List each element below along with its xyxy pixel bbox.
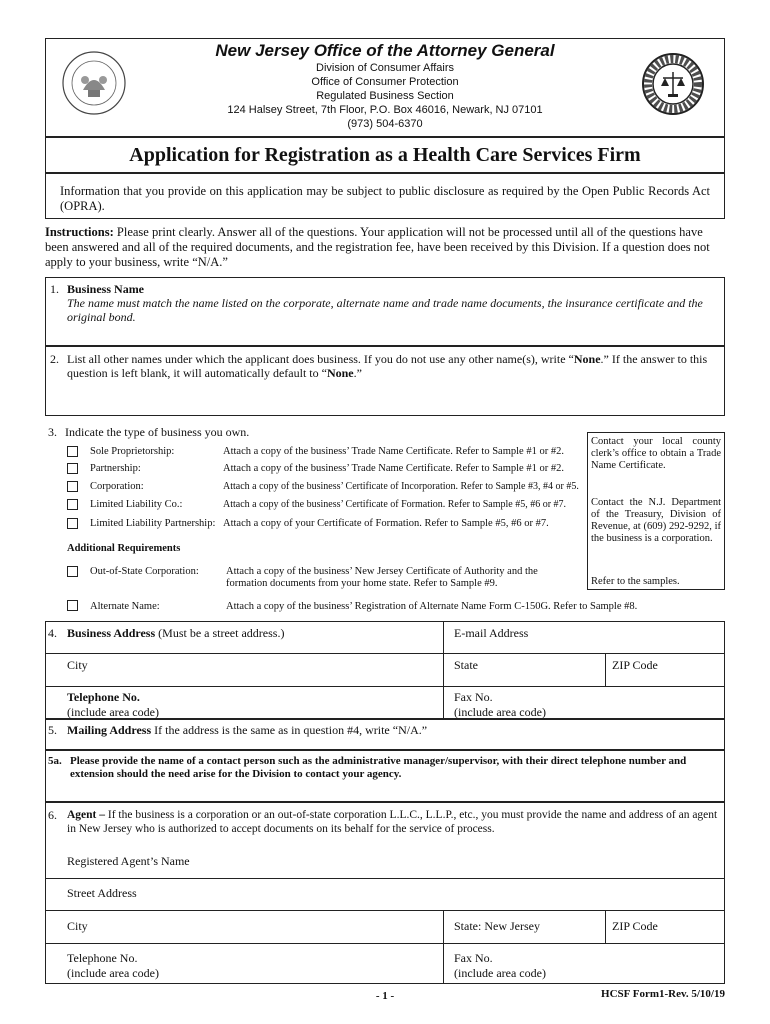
alternate-name-label: Alternate Name: [90, 601, 160, 612]
q6-divider-2 [45, 910, 725, 911]
header-office: Office of Consumer Protection [311, 76, 459, 88]
q4-telephone-sub: (include area code) [67, 705, 159, 719]
corporation-checkbox[interactable] [67, 481, 78, 492]
header-section: Regulated Business Section [316, 90, 454, 102]
attorney-general-seal [641, 52, 705, 116]
sole-proprietorship-label: Sole Proprietorship: [90, 446, 175, 457]
q4-divider-1 [45, 653, 725, 654]
q4-divider-2 [45, 686, 725, 687]
q3-side-note-2: Contact the N.J. Department of the Treasury, Division of Revenue, at (609) 292-9292, if the business is a corporation. [591, 497, 721, 544]
q6-text [67, 808, 719, 836]
q2-text [67, 352, 719, 380]
q2-none-2: None [326, 366, 354, 380]
q2-text-c: .” [353, 366, 362, 380]
instructions [45, 225, 725, 270]
q4-email-field[interactable]: E-mail Address [454, 626, 529, 640]
q5-number: 5. [48, 723, 57, 737]
sole-proprietorship-checkbox[interactable] [67, 446, 78, 457]
llc-desc: Attach a copy of the business’ Certificate of Formation. Refer to Sample #5, #6 or #7. [223, 499, 567, 510]
q1-number: 1. [50, 282, 59, 296]
out-of-state-checkbox[interactable] [67, 566, 78, 577]
q4-zip-divider [605, 653, 606, 686]
llc-checkbox[interactable] [67, 499, 78, 510]
q2-text-a: List all other names under which the applicant does business. If you do not use any other name(s), write “ [67, 352, 574, 366]
header-division: Division of Consumer Affairs [316, 62, 454, 74]
header-title: New Jersey Office of the Attorney General [215, 41, 555, 60]
q3-label: Indicate the type of business you own. [65, 425, 250, 439]
q4-number: 4. [48, 626, 57, 640]
partnership-checkbox[interactable] [67, 463, 78, 474]
sole-proprietorship-desc: Attach a copy of the business’ Trade Name Certificate. Refer to Sample #1 or #2. [223, 446, 564, 457]
q1-label: Business Name [67, 282, 145, 296]
q6-state-field[interactable]: State: New Jersey [454, 919, 540, 933]
q1-note: The name must match the name listed on the corporate, alternate name and trade name documents, the insurance certificate and the original bond. [67, 296, 703, 324]
page-number: - 1 - [375, 990, 395, 1002]
q5-text [67, 723, 427, 737]
llp-checkbox[interactable] [67, 518, 78, 529]
alternate-name-checkbox[interactable] [67, 600, 78, 611]
q6-fax-label[interactable]: Fax No. [454, 951, 493, 965]
out-of-state-desc: Attach a copy of the business’ New Jersey Certificate of Authority and the formation documents from your home state. Refer to Sample #9. [226, 566, 538, 589]
corporation-label: Corporation: [90, 481, 144, 492]
q4-label: Business Address [67, 626, 156, 640]
q3-side-note-3: Refer to the samples. [591, 576, 680, 587]
q6-telephone-sub: (include area code) [67, 966, 159, 980]
q6-divider-1 [45, 878, 725, 879]
q4-state-field[interactable]: State [454, 658, 478, 672]
q6-number: 6. [48, 808, 57, 822]
header-address: 124 Halsey Street, 7th Floor, P.O. Box 46016, Newark, NJ 07101 [227, 104, 543, 116]
header-phone: (973) 504-6370 [347, 118, 423, 130]
q3-side-note-1: Contact your local county clerk’s office to obtain a Trade Name Certificate. [591, 436, 721, 471]
form-id: HCSF Form1-Rev. 5/10/19 [601, 988, 725, 1000]
llp-desc: Attach a copy of your Certificate of Formation. Refer to Sample #5, #6 or #7. [223, 518, 549, 529]
q6-street-field[interactable]: Street Address [67, 886, 137, 900]
q5a-number: 5a. [48, 755, 62, 767]
q5-label: Mailing Address [67, 723, 152, 737]
q4-sub: (Must be a street address.) [158, 626, 285, 640]
out-of-state-label: Out-of-State Corporation: [90, 566, 199, 577]
q4-fax-sub: (include area code) [454, 705, 546, 719]
q4-city-field[interactable]: City [67, 658, 88, 672]
additional-requirements-label: Additional Requirements [67, 543, 181, 554]
q2-text-b: .” If the answer to this question is left blank, it will automatically default to “ [67, 352, 708, 380]
instructions-text: Please print clearly. Answer all of the questions. Your application will not be processed until all of the questions have been answered and all of the required documents, and the registration fee, have been received by this Division. If a question does not apply to your business, write “N/A.” [45, 225, 710, 269]
alternate-name-desc: Attach a copy of the business’ Registration of Alternate Name Form C-150G. Refer to Sample #8. [226, 601, 638, 612]
q4-fax-label[interactable]: Fax No. [454, 690, 493, 704]
q2-none-1: None [573, 352, 601, 366]
instructions-label: Instructions: [45, 225, 114, 239]
q6-agent-name-field[interactable]: Registered Agent’s Name [67, 854, 190, 868]
q6-telephone-label[interactable]: Telephone No. [67, 951, 138, 965]
q5-desc: If the address is the same as in question #4, write “N/A.” [154, 723, 428, 737]
q6-divider-3 [45, 943, 725, 944]
llp-label: Limited Liability Partnership: [90, 518, 216, 529]
q6-col-divider [443, 910, 444, 984]
q6-city-field[interactable]: City [67, 919, 88, 933]
q4-col-divider [443, 621, 444, 719]
q6-fax-sub: (include area code) [454, 966, 546, 980]
q4-zip-field[interactable]: ZIP Code [612, 658, 658, 672]
partnership-desc: Attach a copy of the business’ Trade Name Certificate. Refer to Sample #1 or #2. [223, 463, 564, 474]
opra-notice: Information that you provide on this application may be subject to public disclosure as required by the Open Public Records Act (OPRA). [60, 184, 710, 213]
q6-label: Agent – [67, 809, 106, 821]
q5a-text: Please provide the name of a contact person such as the administrative manager/supervisor, with their direct telephone number and extension should the need arise for the Division to contact your agency. [70, 755, 687, 780]
q4-business-address[interactable] [67, 626, 284, 640]
q2-number: 2. [50, 352, 59, 366]
form-title: Application for Registration as a Health Care Services Firm [129, 144, 641, 166]
partnership-label: Partnership: [90, 463, 141, 474]
q6-desc: If the business is a corporation or an out-of-state corporation L.L.C., L.L.P., etc., you must provide the name and address of an agent in New Jersey who is authorized to accept documents on its behalf for the service of process. [67, 809, 718, 835]
q6-zip-divider [605, 910, 606, 943]
q4-telephone-label[interactable]: Telephone No. [67, 690, 140, 704]
corporation-desc: Attach a copy of the business’ Certificate of Incorporation. Refer to Sample #3, #4 or #5. [223, 481, 579, 492]
q3-number: 3. [48, 425, 57, 439]
llc-label: Limited Liability Co.: [90, 499, 183, 510]
q6-zip-field[interactable]: ZIP Code [612, 919, 658, 933]
